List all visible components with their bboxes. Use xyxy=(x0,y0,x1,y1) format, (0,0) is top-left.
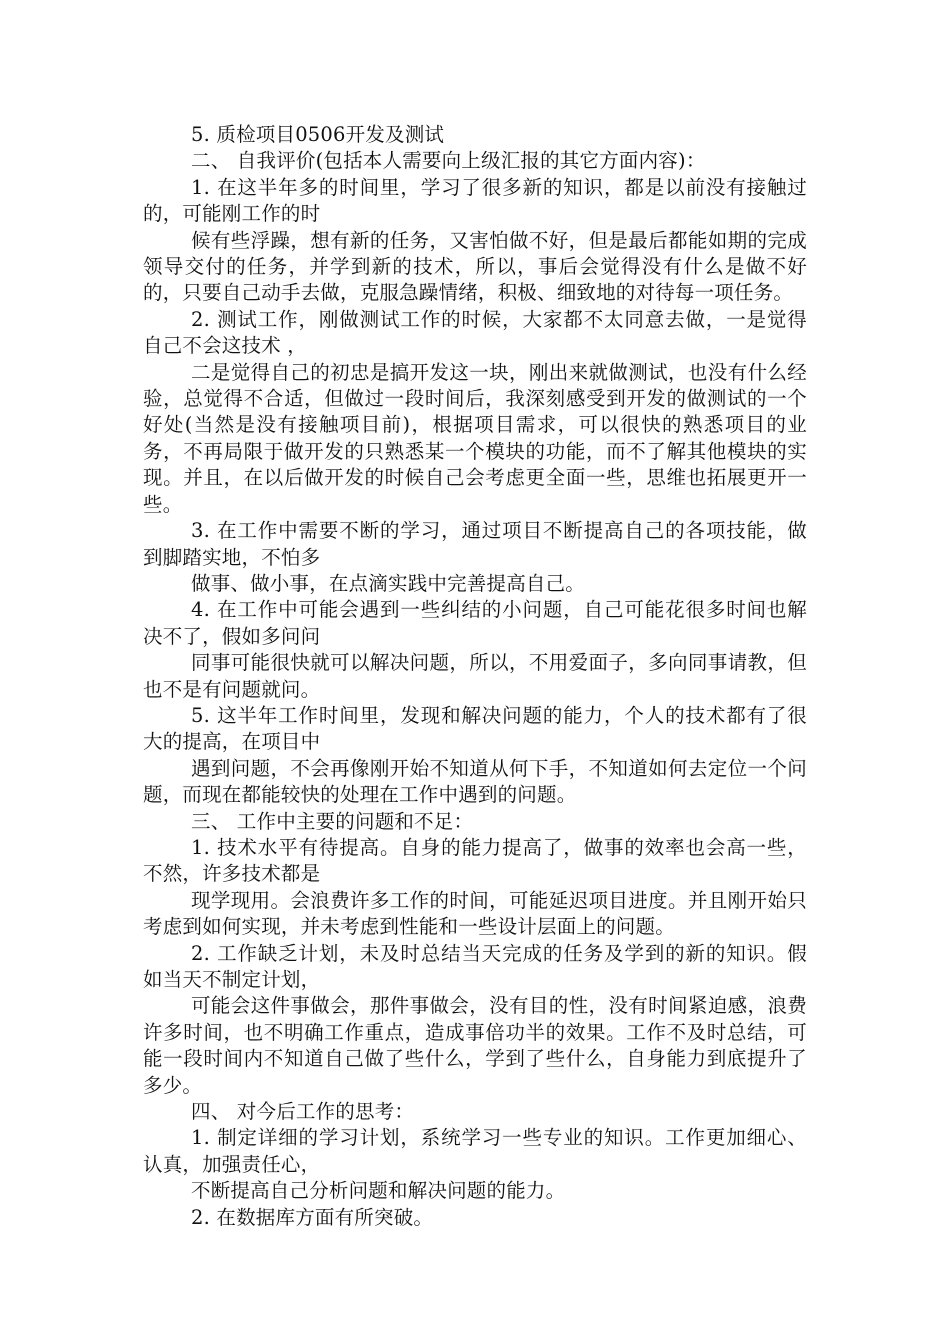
document-body xyxy=(143,122,807,1231)
paragraph-eval-3-cont: 做事、做小事，在点滴实践中完善提高自己。 xyxy=(191,571,586,595)
paragraph-eval-2: 2. 测试工作，刚做测试工作的时候，大家都不太同意去做，一是觉得自己不会这技术 ， xyxy=(143,307,807,358)
paragraph-future-1-cont: 不断提高自己分析问题和解决问题的能力。 xyxy=(191,1179,566,1203)
paragraph-problem-1: 1. 技术水平有待提高。自身的能力提高了，做事的效率也会高一些，不然，许多技术都是 xyxy=(143,835,807,886)
paragraph-future-1: 1. 制定详细的学习计划，系统学习一些专业的知识。工作更加细心、认真，加强责任心， xyxy=(143,1126,807,1176)
section-heading-problems: 三、 工作中主要的问题和不足： xyxy=(191,809,474,833)
paragraph-eval-4-cont: 同事可能很快就可以解决问题，所以，不用爱面子，多向同事请教，但也不是有问题就问。 xyxy=(143,651,807,701)
paragraph-eval-1-cont: 候有些浮躁，想有新的任务，又害怕做不好，但是最后都能如期的完成领导交付的任务，并学到新的技术，所以，事后会觉得没有什么是做不好的，只要自己动手去做，克服急躁情绪，积极、细致地的对待每一项任务。 xyxy=(143,228,807,305)
paragraph-eval-5-cont: 遇到问题，不会再像刚开始不知道从何下手，不知道如何去定位一个问题，而现在都能较快的处理在工作中遇到的问题。 xyxy=(143,756,807,807)
paragraph-eval-2-cont: 二是觉得自己的初忠是搞开发这一块，刚出来就做测试，也没有什么经验，总觉得不合适，但做过一段时间后，我深刻感受到开发的做测试的一个好处(当然是没有接触项目前)，根据项目需求，可以很快的熟悉项目的业务，不再局限于做开发的只熟悉某一个模块的功能，而不了解其他模块的实现。并且，在以后做开发的时候自己会考虑更全面一些，思维也拓展更开一些。 xyxy=(143,360,807,516)
paragraph-problem-1-cont: 现学现用。会浪费许多工作的时间，可能延迟项目进度。并且刚开始只考虑到如何实现，并未考虑到性能和一些设计层面上的问题。 xyxy=(143,888,807,939)
paragraph-problem-2-cont: 可能会这件事做会，那件事做会，没有目的性，没有时间紧迫感，浪费许多时间，也不明确工作重点，造成事倍功半的效果。工作不及时总结，可能一段时间内不知道自己做了些什么，学到了些什么，自身能力到底提升了多少。 xyxy=(143,994,807,1097)
section-heading-future-thoughts: 四、 对今后工作的思考： xyxy=(191,1100,415,1124)
section-heading-self-evaluation: 二、 自我评价(包括本人需要向上级汇报的其它方面内容)： xyxy=(191,149,706,173)
paragraph-eval-4: 4. 在工作中可能会遇到一些纠结的小问题，自己可能花很多时间也解决不了，假如多问问 xyxy=(143,598,807,648)
paragraph-eval-3: 3. 在工作中需要不断的学习，通过项目不断提高自己的各项技能，做到脚踏实地，不怕多 xyxy=(143,519,807,569)
paragraph-eval-1: 1. 在这半年多的时间里，学习了很多新的知识，都是以前没有接触过的，可能刚工作的时 xyxy=(143,175,807,226)
paragraph-future-2: 2. 在数据库方面有所突破。 xyxy=(191,1205,434,1229)
paragraph-eval-5: 5. 这半年工作时间里，发现和解决问题的能力，个人的技术都有了很大的提高，在项目中 xyxy=(143,703,807,754)
item-project-0506: 5. 质检项目0506开发及测试 xyxy=(191,123,445,146)
paragraph-problem-2: 2. 工作缺乏计划，未及时总结当天完成的任务及学到的新的知识。假如当天不制定计划， xyxy=(143,941,807,991)
